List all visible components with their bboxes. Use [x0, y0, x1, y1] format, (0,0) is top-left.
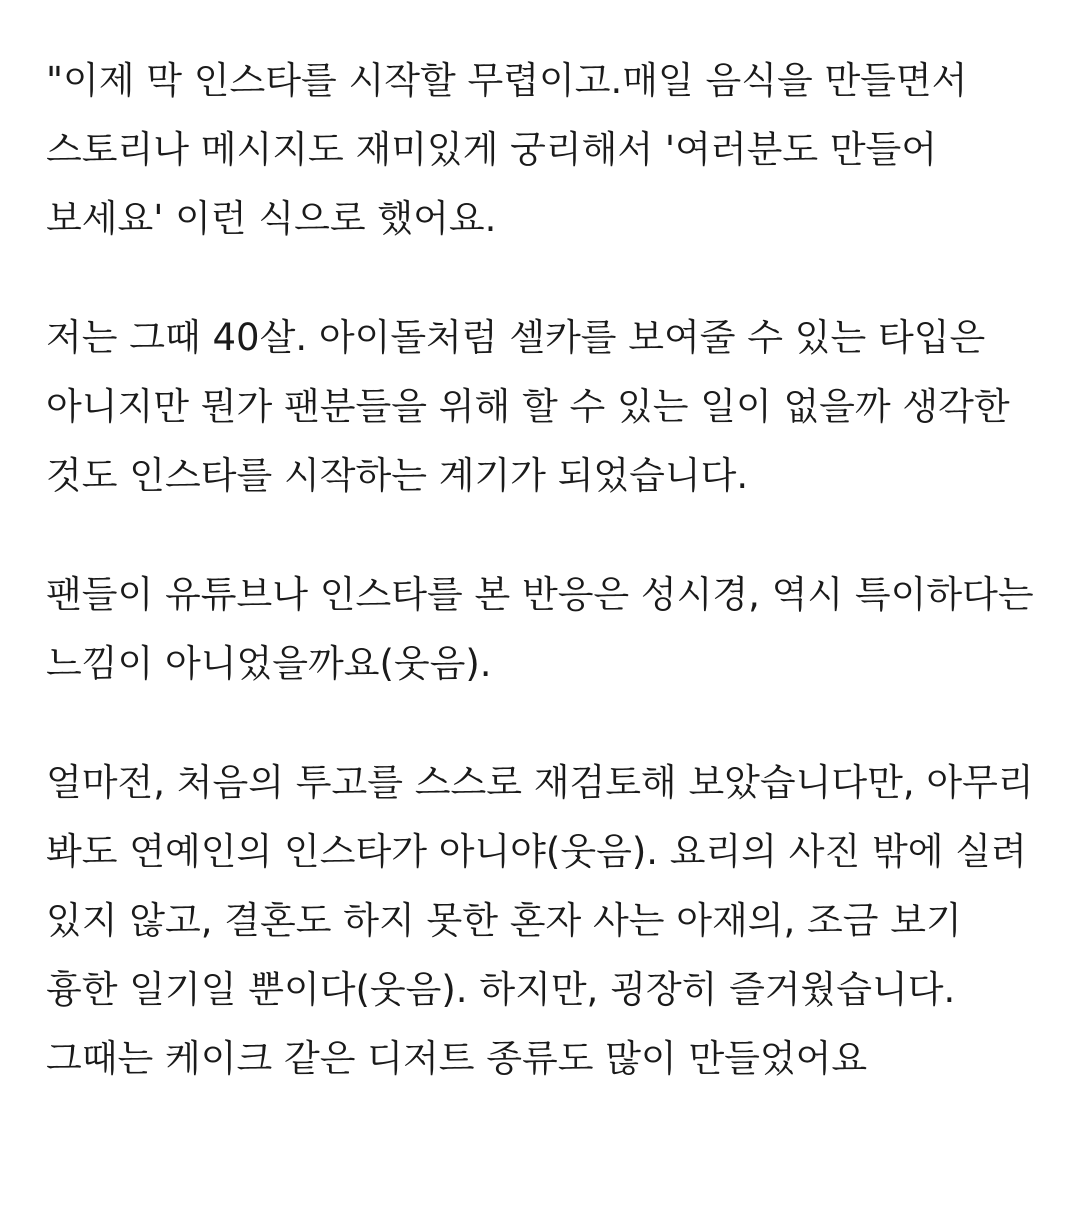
- paragraph-1: "이제 막 인스타를 시작할 무렵이고.매일 음식을 만들면서 스토리나 메시지도 재미있게 궁리해서 '여러분도 만들어 보세요' 이런 식으로 했어요.: [46, 59, 968, 240]
- paragraph-4: 얼마전, 처음의 투고를 스스로 재검토해 보았습니다만, 아무리 봐도 연예인의 인스타가 아니야(웃음). 요리의 사진 밖에 실려 있지 않고, 결혼도 하지 못한 혼자 사는 아재의, 조금 보기 흉한 일기일 뿐이다(웃음). 하지만, 굉장히 즐거웠습니다.그때는 케이크 같은 디저트 종류도 많이 만들었어요: [46, 761, 1034, 1080]
- paragraph-2: 저는 그때 40살. 아이돌처럼 셀카를 보여줄 수 있는 타입은 아니지만 뭔가 팬분들을 위해 할 수 있는 일이 없을까 생각한 것도 인스타를 시작하는 계기가 되었습니다.: [46, 316, 1010, 497]
- paragraph-3: 팬들이 유튜브나 인스타를 본 반응은 성시경, 역시 특이하다는 느낌이 아니었을까요(웃음).: [46, 573, 1034, 685]
